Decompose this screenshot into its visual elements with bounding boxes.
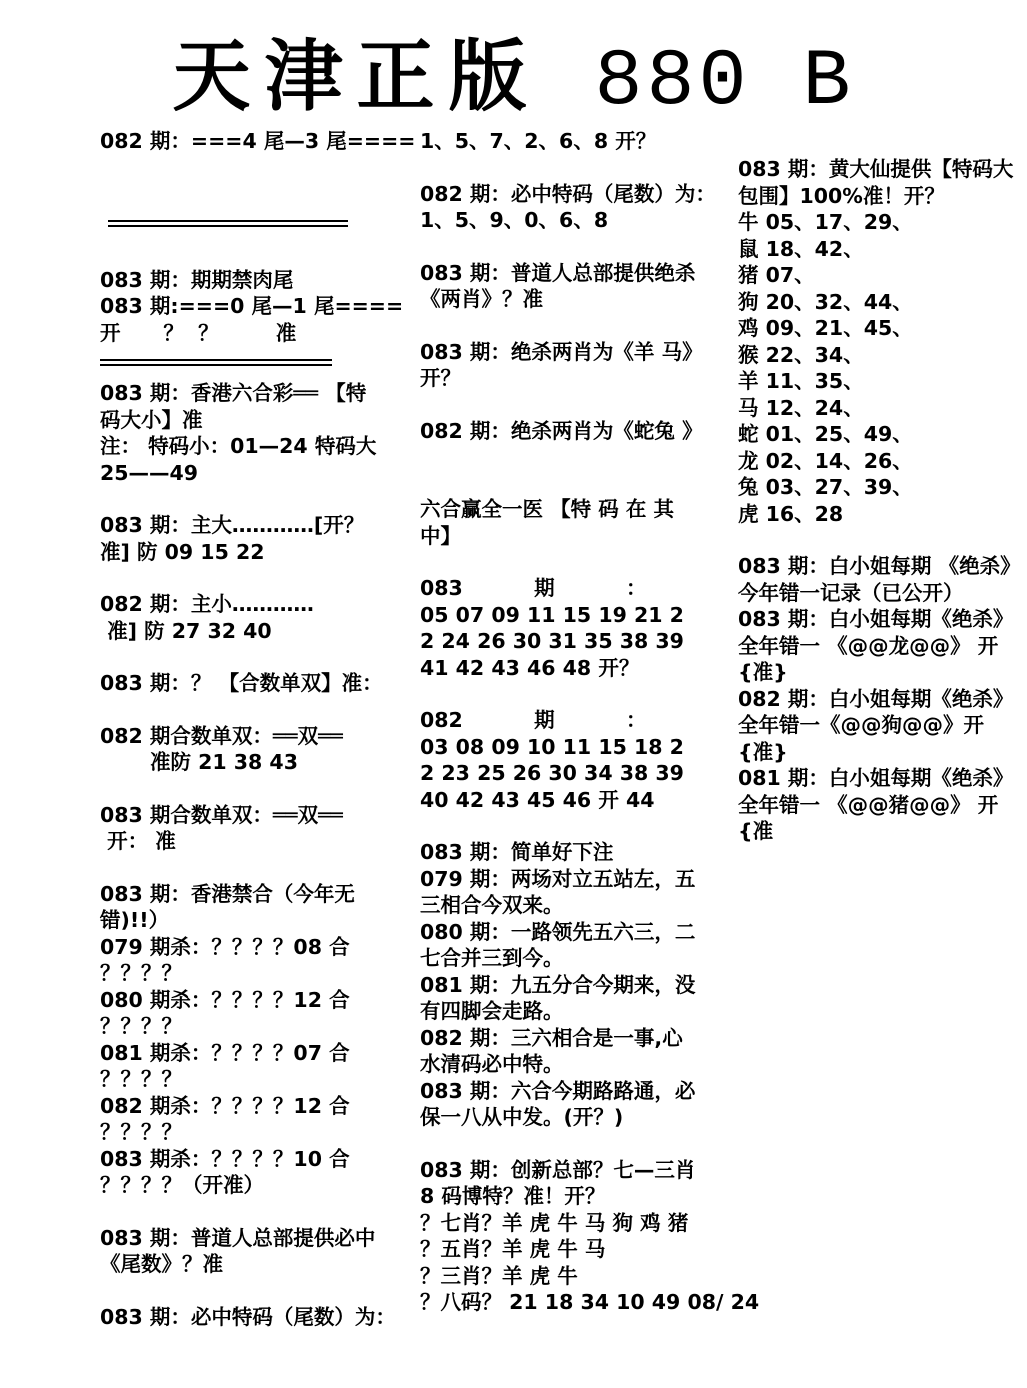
spacer [738, 527, 1020, 553]
text-line: 083 期：？ 【合数单双】准： [100, 671, 383, 695]
spacer [100, 776, 378, 802]
title-chinese: 天津正版 [172, 31, 541, 122]
text-line: 05 07 09 11 15 19 21 22 24 26 30 31 35 38 39 41 42 43 46 48 开？ [420, 602, 684, 680]
text-line: 082 期：===4 尾—3 尾==== [100, 129, 416, 153]
text-line: ？七肖？羊 虎 牛 马 狗 鸡 猪 [420, 1210, 689, 1235]
double-rule [100, 359, 332, 366]
text-line: 鼠 18、42、 [738, 236, 864, 261]
text-line: 083 期：必中特码（尾数）为： [100, 1304, 396, 1329]
text-line: 082 期：绝杀两肖为《蛇兔 》 [420, 418, 703, 443]
text-line: 狗 20、32、44、 [738, 289, 913, 314]
text-line: 083 期合数单双：══双══ [100, 802, 343, 827]
text-line: 083 期：香港六合彩══ 【特码大小】准 [100, 381, 367, 432]
text-line: 1、5、7、2、6、8 开？ [420, 129, 657, 153]
text-line: 080 期：一路领先五六三，二七合并三到今。 [420, 919, 696, 970]
spacer [420, 549, 698, 575]
text-line: 083 期：期期禁肉尾 [100, 267, 294, 292]
spacer [420, 813, 698, 839]
text-line: 羊 11、35、 [738, 369, 864, 393]
text-line: 083 期：普道人总部提供绝杀《两肖》？准 [420, 260, 696, 311]
text-line: 猴 22、34、 [738, 342, 864, 367]
spacer [420, 155, 698, 181]
text-line: 081 期：白小姐每期《绝杀》全年错一 《@@猪@@》 开{准 [738, 766, 1014, 843]
spacer [420, 444, 698, 496]
spacer [100, 644, 378, 670]
text-line: 082 期：必中特码（尾数）为： [420, 181, 716, 206]
column-middle [420, 128, 760, 1316]
page-title [0, 14, 1027, 128]
text-line: ？八码？ 21 18 34 10 49 08/ 24 [420, 1290, 760, 1314]
text-line: 1、5、9、0、6、8 [420, 208, 609, 232]
spacer [100, 241, 378, 267]
text-line: 082 期 ： [420, 708, 647, 732]
text-line: 开 ？ ？ 准 [100, 320, 297, 345]
text-line: 083 期：六合今期路路通，必保一八从中发。(开？) [420, 1078, 696, 1129]
text-line: 082 期：白小姐每期《绝杀》全年错一《@@狗@@》开{准} [738, 686, 1014, 764]
text-line: 兔 03、27、39、 [738, 475, 913, 499]
text-line: 083 期：白小姐每期《绝杀》全年错一 《@@龙@@》 开{准} [738, 607, 1014, 684]
text-line: 080 期杀：？？？？12 合 [100, 987, 350, 1012]
column-right [738, 156, 1020, 845]
text-line: 准] 防 27 32 40 [100, 618, 272, 643]
text-line: ？？？？ [100, 1067, 182, 1091]
text-line: 082 期：主小………… [100, 592, 314, 616]
text-line: 083 期：绝杀两肖为《羊 马》开？ [420, 339, 693, 390]
spacer [420, 234, 698, 260]
spacer [100, 155, 378, 207]
text-line: ？五肖？羊 虎 牛 马 [420, 1237, 606, 1261]
spacer [420, 681, 698, 707]
text-line: 083 期杀：？？？？10 合 [100, 1146, 350, 1171]
column-left [100, 128, 416, 1330]
spacer [100, 1199, 378, 1225]
text-line: 083 期：主大…………[开？ 准] 防 09 15 22 [100, 513, 365, 564]
text-line: ？？？？ [100, 961, 182, 985]
text-line: 03 08 09 10 11 15 18 22 23 25 26 30 34 38 39 40 42 43 45 46 开 44 [420, 734, 684, 812]
text-line: 虎 16、28 [738, 501, 844, 526]
text-line: 083 期：创新总部？七—三肖 8 码博特？准！开？ [420, 1157, 696, 1208]
text-line: 081 期：九五分合今期来，没有四脚会走路。 [420, 972, 696, 1023]
text-line: 081 期杀：？？？？07 合 [100, 1040, 350, 1065]
spacer [100, 1278, 378, 1304]
text-line: 开： 准 [100, 829, 176, 853]
text-line: ？？？？ [100, 1120, 182, 1144]
text-line: 083 期：简单好下注 [420, 840, 614, 864]
text-line: 082 期合数单双：══双══ [100, 723, 343, 748]
text-line: 准防 21 38 43 [100, 750, 298, 774]
text-line: 083 期：白小姐每期 《绝杀》今年错一记录（已公开） [738, 554, 1011, 605]
text-line: 猪 07、 [738, 263, 815, 287]
text-line: 鸡 09、21、45、 [738, 316, 913, 340]
text-line: 079 期：两场对立五站左，五三相合今双来。 [420, 866, 696, 917]
text-line: 083 期:===0 尾—1 尾==== [100, 294, 404, 318]
text-line: ？？？？ [100, 1014, 182, 1038]
title-code: 880 B [594, 37, 855, 128]
text-line: 牛 05、17、29、 [738, 210, 913, 234]
text-line: 蛇 01、25、49、 [738, 422, 913, 446]
text-line: 龙 02、14、26、 [738, 448, 913, 473]
text-line: 083 期：香港禁合（今年无错)!!） [100, 881, 355, 932]
text-line: 083 期：黄大仙提供【特码大包围】100%准！开？ [738, 157, 1014, 208]
spacer [420, 1131, 698, 1157]
spacer [100, 565, 378, 591]
spacer [100, 855, 378, 881]
text-line: 082 期杀：？？？？12 合 [100, 1093, 350, 1118]
text-line: 注： 特码小：01—24 特码大 25——49 [100, 434, 377, 485]
text-line: 083 期 ： [420, 576, 647, 600]
text-line: 马 12、24、 [738, 395, 864, 420]
text-line: 079 期杀：？？？？08 合 [100, 934, 350, 959]
text-line: 083 期：普道人总部提供必中《尾数》？准 [100, 1225, 376, 1276]
text-line: ？？？？（开准） [100, 1173, 264, 1197]
spacer [420, 392, 698, 418]
spacer [100, 486, 378, 512]
double-rule [108, 220, 348, 227]
spacer [420, 313, 698, 339]
text-line: 六合赢全一医 【特 码 在 其中】 [420, 497, 675, 548]
text-line: 082 期：三六相合是一事,心水清码必中特。 [420, 1025, 683, 1076]
spacer [100, 697, 378, 723]
text-line: ？三肖？羊 虎 牛 [420, 1263, 578, 1288]
